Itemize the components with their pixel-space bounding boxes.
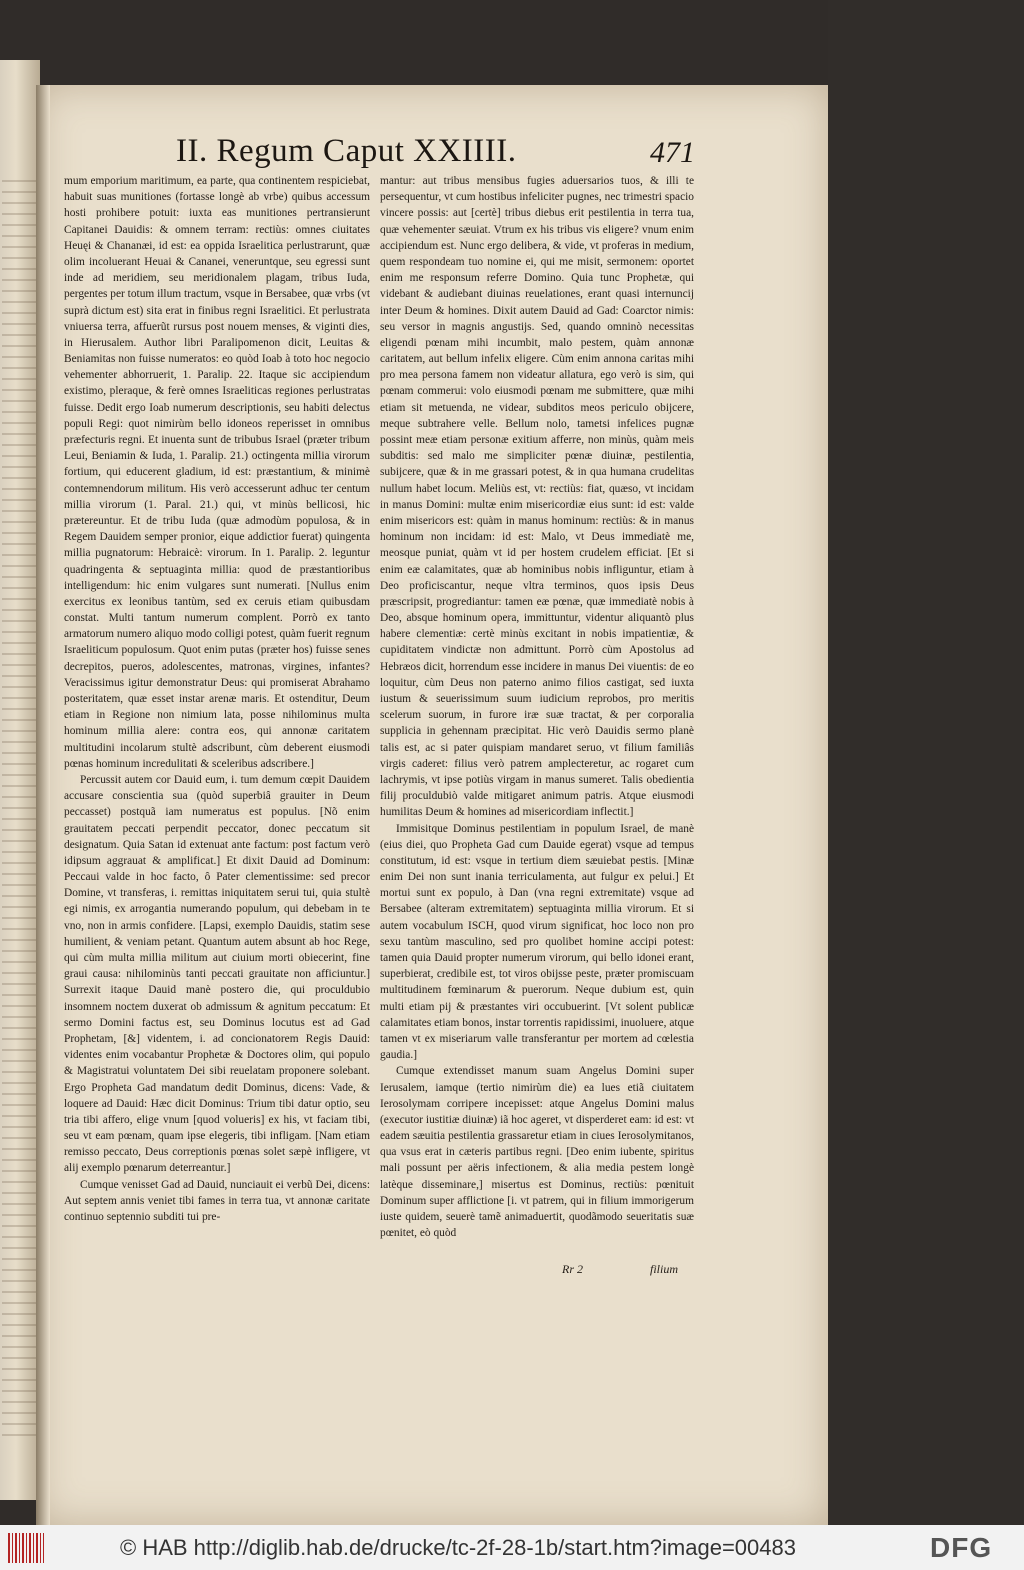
right-paragraph-3: Cumque extendisset manum suam Angelus Domini super Ierusalem, iamque (tertio nimirùm die) ea lues etiã ciuitatem Ierosolymam corripere incepisset: atque Angelus Domini malus (executor iustitiæ diuinæ) iã hoc ageret, vt disperderet eam: id est: vt eadem sæuitia pestilentia grassaretur etiam in ciues Ierosolymitanos, qua vsus erat in cæteris partibus regni. [Deo enim iubente, spiritus mali possunt per aëris infectionem, & alia media pestem longè latèque disseminare,] misertus est Dominus, rectiùs: pœnituit Dominum super afflictione [i. vt patrem, qui in filium immorigerum iuste quidem, seuerè tamẽ animaduertit, quodãmodo seueritatis suæ pœnitet, eò quòd bbox=[380, 1065, 694, 1240]
right-paragraph-1: mantur: aut tribus mensibus fugies aduersarios tuos, & illi te persequentur, vt cum hostibus infeliciter pugnes, nec trimestri spacio vincere possis: aut [certè] tribus diebus erit pestilentia in terra tua, quæ vehementer sæuiat. Vtrum ex his tribus vis eligere? vnum enim accipiendum est. Nunc ergo delibera, & vide, vt proferas in medium, quem respondeam tuo nomine ei, qui me misit, sermonem: oportet enim me responsum referre Domino. Quia tunc Prophetæ, qui videbant & audiebant diuinas reuelationes, erant quasi internuncij inter Deum & homines. Dixit autem Dauid ad Gad: Coarctor nimis: seu versor in magnis angustijs. Sed, quando omninò necessitas eligendi pœnam mihi incumbit, malo pestem, quàm annonæ caritatem, aut bellum infelix eligere. Cùm enim annona caritas mihi pro mea persona famem non videatur allatura, ego verò is sim, qui pœnam commerui: volo eiusmodi pœnam me submittere, quæ mihi etiam sit metuenda, ne videar, subditos meos periculo obijcere, meque subtrahere velle. Bellum nolo, tametsi infelices pugnæ possint meæ etiam personæ exitium afferre, non minùs, quàm meis subditis: sed malo me simpliciter pœnæ diuinæ, pestilentia, subijcere, quæ & in me grassari potest, & in qua humana crudelitas nullum habet locum. Meliùs est, vt: rectiùs: fiat, quæso, vt incidam in manus Domini: multæ enim misericordiæ eius sunt: id est: valde enim misericors est: quàm in manus hominum: rectiùs: & in manus hominum non incidam: id est: Malo, vt Deus immediatè me, meosque puniat, quàm vt id per hostem crudelem efficiat. [Et si enim eæ calamitates, quæ ab hominibus nobis infliguntur, etiam à Deo proficiscantur, neque vltra terminos, quos ipsis Deus præscripsit, progrediantur: tamen eæ pœnæ, quæ immediatè nobis à Deo, absque hominum opera, immittuntur, videntur aliquantò plus habere clementiæ: certè minùs excitant in nobis impatientiæ, & cupiditatem vindictæ non admittunt. Porrò cùm Apostolus ad Hebræos dicit, horrendum esse incidere in manus Dei viuentis: de eo loquitur, cùm Deus non paterno animo filios castigat, sed iuxta iustum & seuerissimum suum iudicium reprobos, pro meritis scelerum suorum, in furore iræ suæ tractat, & per corporalia supplicia in gehennam præcipitat. Hic verò Dauidis sermo planè talis est, ac si pater quispiam mandaret seruo, vt filium familiâs virgis caderet: filius verò patrem amplecteretur, ac rogaret cum lachrymis, vt ipse potiùs virgam in manus sumeret. Talis obedientia filij proculdubiò valde mitigaret animum patris. Atque eiusmodi humilitas Deum & homines ad misericordiam inflectit.] bbox=[380, 175, 694, 819]
running-title: II. Regum Caput XXIIII. bbox=[176, 133, 517, 169]
left-paragraph-2: Percussit autem cor Dauid eum, i. tum demum cœpit Dauidem accusare conscientia sua (quòd superbiâ grauiter in Deum peccasset) postquã iam numeratus est populus. [Nõ enim grauitatem peccati perpendit peccator, donec peccatum sit designatum. Quia Satan id extenuat ante factum: post factum verò idipsum aggrauat & amplificat.] Et dixit Dauid ad Dominum: Peccaui valde in hoc facto, ô Pater clementissime: sed precor Domine, vt transferas, i. remittas iniquitatem serui tui, quia stultè egi nimis, ex arrogantia numerando populum, qui debebam in te vno, non in armis confidere. [Lapsi, exemplo Dauidis, statim sese humilient, & veniam petant. Quantum autem absunt ab hoc Rege, qui cùm multa millia militum aut ciuium morti obiecerint, fine graui causa: nihilominùs tanti peccati grauitate non afficiuntur.] Surrexit itaque Dauid manè postero die, qui proculdubio insomnem noctem duxerat ob admissum & agnitum peccatum: Et sermo Domini factus est, seu Dominus locutus est ad Gad Prophetam, [&] videntem, i. ad concionatorem Regis Dauid: videntes enim vocabantur Prophetæ & Doctores olim, qui populo & Magistratui voluntatem Dei sibi reuelatam proponere solebant. Ergo Propheta Gad mandatum dedit Dominus, dicens: Vade, & loquere ad Dauid: Hæc dicit Dominus: Trium tibi datur optio, seu tria tibi affero, elige vnum [quod volueris] ex his, vt faciam tibi, seu vt eam pœnam, quam ipse elegeris, tibi infligam. [Nam etiam remisso peccato, Deus correptionis pœnas solet sæpè infligere, vt alij exemplo pœnarum deterreantur.] bbox=[64, 773, 370, 1175]
viewer-footer bbox=[0, 1525, 1024, 1570]
dfg-logo: DFG bbox=[930, 1532, 993, 1563]
right-column bbox=[380, 173, 694, 1241]
dark-background-margin bbox=[828, 0, 1024, 1525]
gutter-shadow bbox=[36, 85, 50, 1525]
facing-page-text-edge bbox=[2, 180, 36, 1440]
left-column bbox=[64, 173, 370, 1225]
catchword: filium bbox=[650, 1262, 679, 1276]
left-paragraph-1: mum emporium maritimum, ea parte, qua continentem respiciebat, habuit suas munitiones (fortasse longè ab vrbe) quibus accessum hosti prohibere potuit: iuxta eas munitiones pertransierunt Capitanei Dauidis: & omnem terram: rectiùs: omnes ciuitates Heuęi & Chananæi, id est: ea oppida Israelitica perlustrarunt, quæ olim incoluerant Heuai & Cananei, veneruntque, seu egressi sunt inde ad meridiem, seu meridionalem plagam, tribus Iuda, pergentes per totum illum tractum, vsque in Bersabee, quæ vrbs (vt suprà dictum est) sita erat in finibus regni Israelitici. Et perlustrata vniuersa terra, affuerũt rursus post nouem menses, & viginti dies, in Hierusalem. Author libri Paralipomenon dicit, Leuitas & Beniamitas non fuisse numeratos: eo quòd Ioab à toto hoc negocio vehementer abhorruerit, 1. Paralip. 22. Itaque sic accipiendum existimo, pleraque, & ferè omnes Israeliticas regiones perlustratas fuisse. Dedit ergo Ioab numerum descriptionis, seu habiti delectus populi Regi: quot nimirùm bello idoneos reperisset in omnibus præfecturis regni. Et inuenta sunt de tribubus Israel (præter tribum Leui, Beniamin & Iuda, 1. Paralip. 21.) octingenta millia virorum fortium, qui educerent gladium, id est: præstantium, & minimè contemnendorum militum. His verò accesserunt adhuc ter centum millia virorum (1. Paral. 21.) qui, vt minùs bellicosi, hic prætereuntur. Et de tribu Iuda (quæ admodùm populosa, & in Regem Dauidem semper pronior, eique addictior fuerat) quingenta millia pugnatorum: Hebraicè: virorum. In 1. Paralip. 2. leguntur quadringenta & septuaginta millia: quod de præstantioribus intelligendum: hic enim vulgares sunt numerati. [Nullus enim exercitus ex leonibus tantùm, sed ex ceruis etiam quibusdam constat. Multi tantum numerum complent. Porrò ex tanto armatorum numero aliquo modo colligi potest, quàm fuerit regnum Israeliticum populosum. Quot enim putas (præter hos) fuisse senes decrepitos, pueros, adolescentes, matronas, virgines, infantes? Veracissimus igitur demonstratur Deus: qui promiserat Abrahamo posteritatem, quæ esset instar arenæ maris. Et ostenditur, Deum etiam in Regione non nimium lata, posse nihilominus multa hominum millia alere: contra eos, qui annonæ caritatem multitudini incolarum stultè adscribunt, cùm deberent eiusmodi pœnas hominum incredulitati & sceleribus adscribere.] bbox=[64, 175, 371, 770]
right-paragraph-2: Immisitque Dominus pestilentiam in populum Israel, de manè (eius diei, quo Propheta Gad cum Dauide egerat) vsque ad tempus constitutum, id est: vsque in tertium diem sæuiebat pestis. [Minæ enim Dei non sunt inania terriculamenta, aut fulgur ex pelui.] Et mortui sunt ex populo, à Dan (vna regni extremitate) vsque ad Bersabee (alteram extremitatem) septuaginta millia virorum. Et si autem vocabulum ISCH, quod virum significat, hoc loco non pro sexu tantùm masculino, sed pro quolibet homine accipi potest: tamen quia Dauid propter numerum virorum, qui bello idonei erant, superbierat, credibile est, tot viros obijsse peste, præter promiscuam multitudinem fœminarum & puerorum. Neque dubium est, quin multi etiam pij & præstantes viri occubuerint. [Vt solent publicæ calamitates etiam bonos, instar torrentis rapidissimi, inuoluere, atque tamen vt ex miseriarum valle transferantur per mortem ad cœlestia gaudia.] bbox=[380, 822, 694, 1062]
barcode-icon bbox=[8, 1533, 44, 1563]
page-number: 471 bbox=[650, 136, 695, 169]
signature-mark: Rr 2 bbox=[562, 1262, 583, 1276]
facing-page-edge bbox=[0, 60, 40, 1500]
left-paragraph-3: Cumque venisset Gad ad Dauid, nunciauit ei verbũ Dei, dicens: Aut septem annis veniet tibi fames in terra tua, vt annonæ caritate continuo septennio subditi tui pre- bbox=[64, 1178, 370, 1223]
footer-credit-link[interactable]: © HAB http://diglib.hab.de/drucke/tc-2f-28-1b/start.htm?image=00483 bbox=[120, 1535, 796, 1560]
